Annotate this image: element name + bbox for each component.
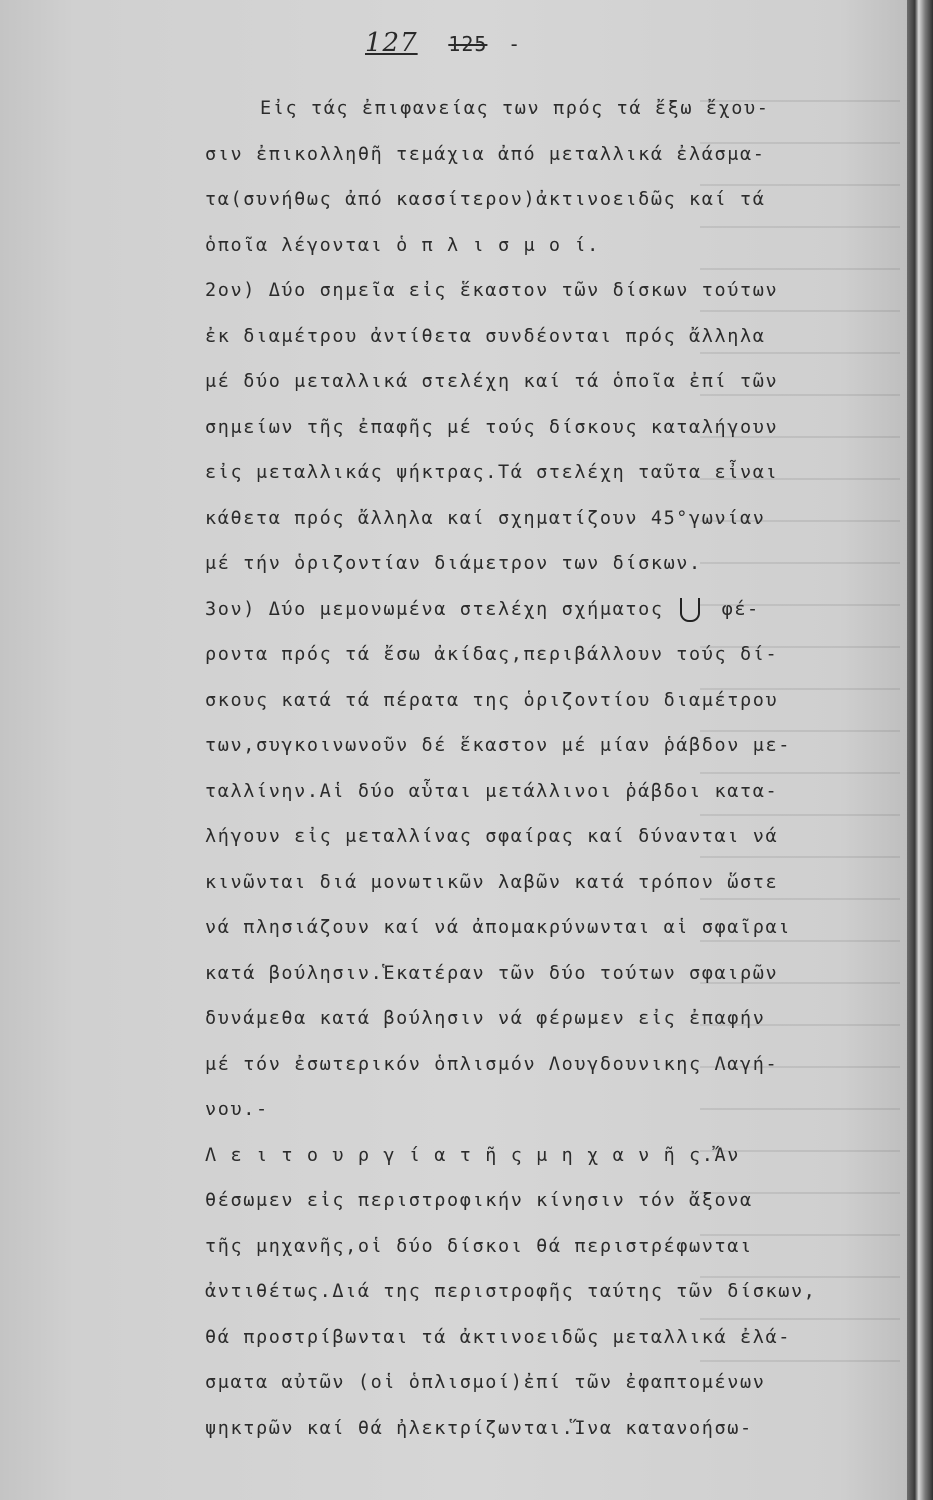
text-line: ψηκτρῶν καί θά ἠλεκτρίζωνται.Ἵνα κατανοήσω- <box>205 1417 753 1439</box>
page-edge-shadow <box>907 0 933 1500</box>
text-line: τα(συνήθως ἀπό κασσίτερον)ἀκτινοειδῶς καί τά <box>205 189 766 210</box>
page-number-current: 127 <box>365 28 418 58</box>
text-line: σκους κατά τά πέρατα της ὁριζοντίου διαμέτρου <box>205 689 779 711</box>
text-line: θέσωμεν εἰς περιστροφικήν κίνησιν τόν ἄξονα <box>205 1190 753 1211</box>
text-line: δυνάμεθα κατά βούλησιν νά φέρωμεν εἰς ἐπαφήν <box>205 1008 766 1029</box>
text-line: κατά βούλησιν.Ἑκατέραν τῶν δύο τούτων σφαιρῶν <box>205 962 779 984</box>
text-line: θά προστρίβωνται τά ἀκτινοειδῶς μεταλλικά ἐλά- <box>205 1326 791 1348</box>
text-line: νου.- <box>205 1099 269 1120</box>
text-line: 2ον) Δύο σημεῖα εἰς ἕκαστον τῶν δίσκων τούτων <box>205 280 779 301</box>
text-line: κάθετα πρός ἄλληλα καί σχηματίζουν 45°γωνίαν <box>205 507 766 529</box>
text-line: κινῶνται διά μονωτικῶν λαβῶν κατά τρόπον ὥστε <box>205 871 779 893</box>
text-line: σημείων τῆς ἐπαφῆς μέ τούς δίσκους καταλήγουν <box>205 416 779 438</box>
page-number-struck: 125 <box>448 32 488 56</box>
page-number-dash: - <box>508 32 522 56</box>
typed-body-text <box>205 86 845 1451</box>
text-line: ταλλίνην.Αἱ δύο αὗται μετάλλινοι ῥάβδοι κατα- <box>205 780 779 802</box>
text-line: μέ τήν ὁριζοντίαν διάμετρον των δίσκων. <box>205 553 702 574</box>
page-number <box>365 28 521 58</box>
text-line: σματα αὐτῶν (οἱ ὁπλισμοί)ἐπί τῶν ἐφαπτομένων <box>205 1372 766 1393</box>
text-line: ἀντιθέτως.Διά της περιστροφῆς ταύτης τῶν δίσκων, <box>205 1281 817 1302</box>
text-line: ἐκ διαμέτρου ἀντίθετα συνδέονται πρός ἄλληλα <box>205 325 766 347</box>
text-line: μέ δύο μεταλλικά στελέχη καί τά ὁποῖα ἐπί τῶν <box>205 371 779 392</box>
text-line: 3ον) Δύο μεμονωμένα στελέχη σχήματος <box>205 598 664 620</box>
text-line: νά πλησιάζουν καί νά ἀπομακρύνωνται αἱ σφαῖραι <box>205 917 791 938</box>
text-line: των,συγκοινωνοῦν δέ ἕκαστον μέ μίαν ῥάβδον με- <box>205 735 791 756</box>
text-line: λήγουν εἰς μεταλλίνας σφαίρας καί δύνανται νά <box>205 826 779 847</box>
text-line: μέ τόν ἐσωτερικόν ὁπλισμόν Λουγδουνικης Λαγή- <box>205 1053 779 1075</box>
text-line-with-shape <box>205 587 845 633</box>
text-line: Λ ε ι τ ο υ ρ γ ί α τ ῆ ς μ η χ α ν ῆ ς.Ἄν <box>205 1144 740 1166</box>
text-line: Εἰς τάς ἐπιφανείας των πρός τά ἔξω ἔχου- <box>260 98 770 119</box>
text-line: ὁποῖα λέγονται ὁ π λ ι σ μ ο ί. <box>205 234 600 256</box>
text-line: τῆς μηχανῆς,οἱ δύο δίσκοι θά περιστρέφωνται <box>205 1235 753 1257</box>
text-line: σιν ἐπικολληθῆ τεμάχια ἀπό μεταλλικά ἐλάσμα- <box>205 143 766 165</box>
u-shape-icon <box>680 598 700 622</box>
text-line: εἰς μεταλλικάς ψήκτρας.Τά στελέχη ταῦτα εἶναι <box>205 462 779 483</box>
text-line: ροντα πρός τά ἔσω ἀκίδας,περιβάλλουν τούς δί- <box>205 644 779 665</box>
text-line-tail: φέ- <box>721 598 760 620</box>
